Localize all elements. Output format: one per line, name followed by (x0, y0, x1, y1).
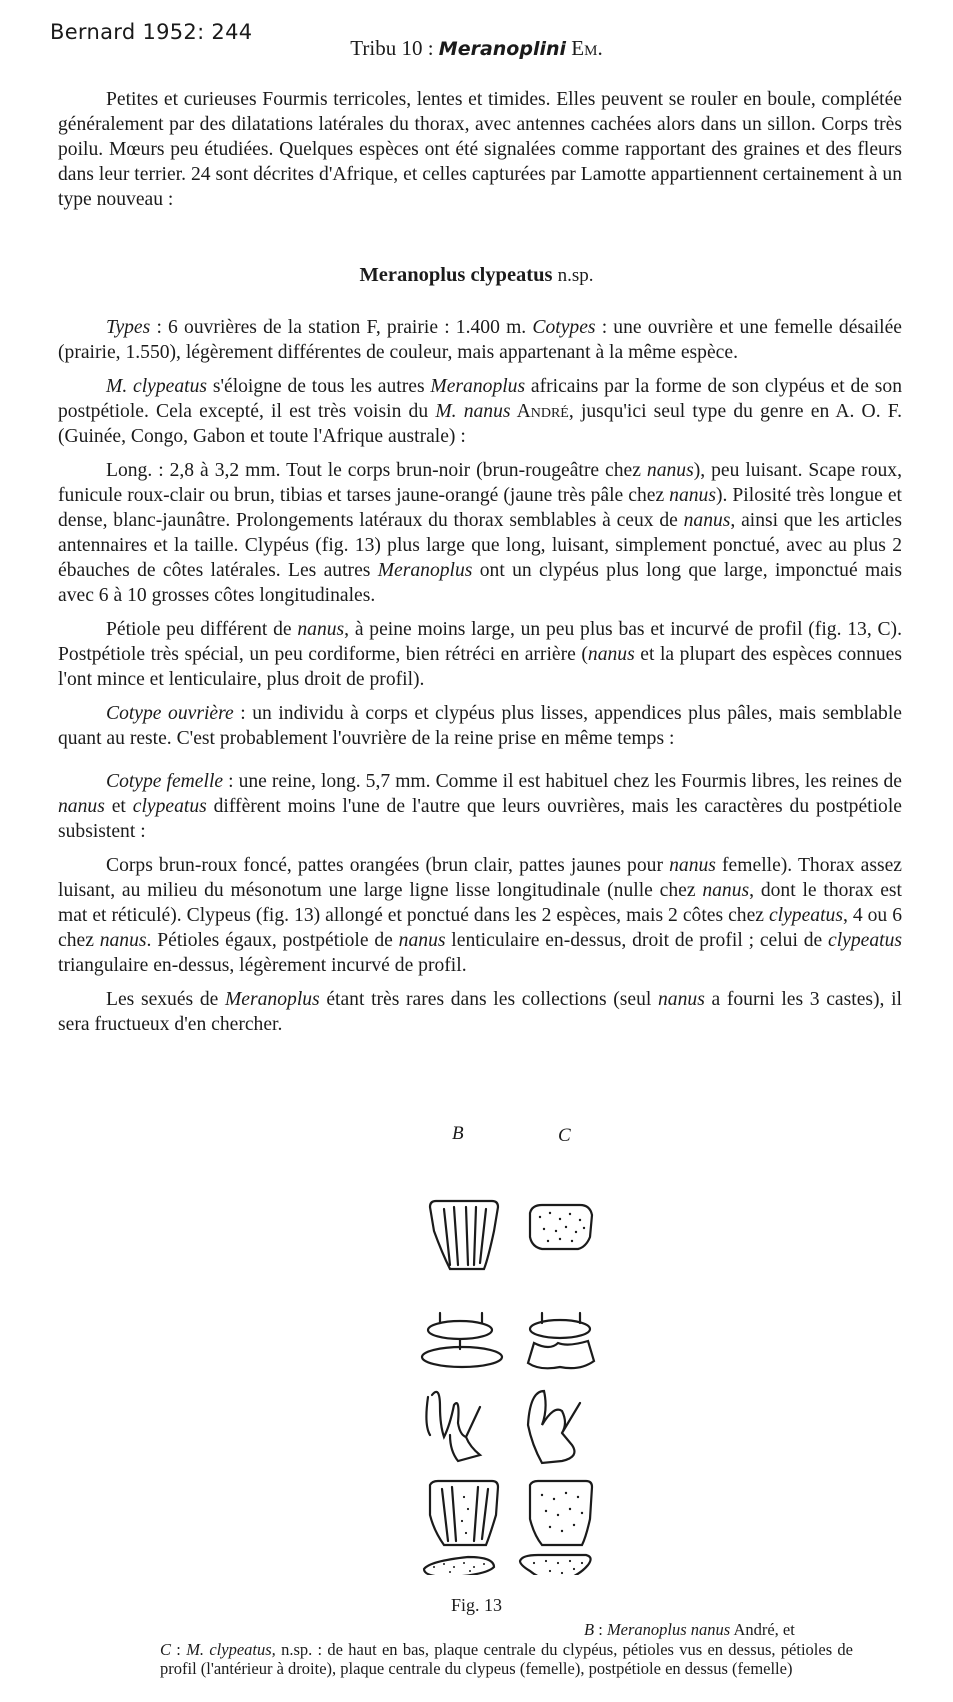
figure-caption: Fig. 13 (450, 1595, 502, 1615)
text-run: triangulaire en-dessus, légèrement incurvé de profil. (58, 955, 467, 976)
text-run: clypeatus (828, 930, 903, 951)
text-run: nanus (587, 644, 635, 665)
female-body-paragraph (58, 853, 902, 978)
c-petioles-above-drawing (528, 1313, 594, 1368)
description-paragraph (58, 458, 902, 608)
species-description (58, 315, 902, 1046)
text-run: B (584, 1620, 595, 1639)
text-run: nanus (669, 485, 716, 506)
tribe-heading (0, 36, 953, 61)
text-run: M. clypeatus, (186, 1640, 276, 1659)
b-petioles-profile-drawing (426, 1392, 480, 1461)
text-run: clypeatus (768, 905, 843, 926)
text-run: Corps brun-roux foncé, pattes orangées (brun clair, pattes jaunes pour (106, 855, 670, 876)
closing-paragraph (58, 987, 902, 1037)
text-run: nanus (297, 619, 345, 640)
figure-legend-c (160, 1640, 853, 1678)
text-run: Les sexués de (106, 989, 225, 1010)
text-run: : une reine, long. 5,7 mm. Comme il est habituel chez les Fourmis libres, les reines de (223, 771, 902, 792)
text-run: M. clypeatus (106, 376, 208, 397)
text-run: Meranoplus (224, 989, 320, 1010)
text-run: Meranoplus (377, 560, 473, 581)
text-run: , ainsi que les articles antennaires et la taille. Clypéus (fig. 13) plus large que long, luisant, simplement ponctué, avec au plus 2 ébauches de côtes latérales. Les autres (58, 510, 902, 581)
text-run: nanus (702, 880, 750, 901)
species-status: n.sp. (557, 265, 594, 286)
diagnosis-paragraph (58, 374, 902, 449)
b-petioles-above-drawing (422, 1313, 502, 1367)
figure-label-b: B (452, 1123, 464, 1144)
tribe-author: Em. (571, 36, 603, 60)
text-run: Types (106, 317, 151, 338)
types-paragraph (58, 315, 902, 365)
text-run: ont un clypéus plus long que large, imponctué mais avec 6 à 10 grosses côtes longitudinales. (58, 560, 902, 606)
text-run: Cotypes (532, 317, 596, 338)
figure-label-c: C (558, 1125, 571, 1146)
text-run: nanus (658, 989, 705, 1010)
text-run: Cotype femelle (106, 771, 224, 792)
text-run: ). Pilosité très longue et dense, blanc-jaunâtre. Prolongements latéraux du thorax semblables à ceux de (58, 485, 902, 531)
text-run: Meranoplus nanus (606, 1620, 731, 1639)
stipple-dots (433, 1212, 585, 1574)
c-clypeus-drawing (530, 1205, 592, 1249)
text-run: Meranoplus (430, 376, 526, 397)
text-run: ), peu luisant. Scape roux, funicule roux-clair ou brun, tibias et tarses jaune-orangé (jaune très pâle chez (58, 460, 902, 506)
text-run: nanus (683, 510, 731, 531)
text-run: Pétiole peu différent de (106, 619, 298, 640)
text-run: a fourni les 3 castes), il sera fructueux d'en chercher. (58, 989, 902, 1035)
intro-paragraph: Petites et curieuses Fourmis terricoles, lentes et timides. Elles peuvent se rouler en boule, complétée généralement par des dilatations latérales du thorax, avec antennes cachées alors dans un sillon. Corps très poilu. Mœurs peu étudiées. Quelques espèces ont été signalées comme rapportant des graines et des fleurs dans leur terrier. 24 sont décrites d'Afrique, et celles capturées par Lamotte appartiennent certainement à un type nouveau : (58, 89, 902, 210)
text-run: n.sp. : de haut en bas, plaque centrale du clypéus, pétioles vus en dessus, pétioles de profil (l'antérieur à droite), plaque centrale du clypeus (femelle), postpétiole en dessus (femelle) (160, 1640, 853, 1678)
text-run: , 4 ou 6 chez (58, 905, 902, 951)
text-run: Cotype ouvrière (106, 703, 234, 724)
text-run: nanus (646, 460, 694, 481)
text-run: , jusqu'ici seul type du genre en A. O. F. (Guinée, Congo, Gabon et toute l'Afrique australe) : (58, 401, 903, 447)
text-run: Long. : 2,8 à 3,2 mm. Tout le corps brun-noir (brun-rougeâtre chez (106, 460, 647, 481)
text-run: C (160, 1640, 172, 1659)
b-postpetiole-drawing (424, 1557, 494, 1575)
text-run: s'éloigne de tous les autres (207, 376, 431, 397)
text-run: nanus (58, 796, 105, 817)
c-postpetiole-drawing (520, 1555, 591, 1575)
text-run: . Pétioles égaux, postpétiole de (146, 930, 399, 951)
text-run: africains par la forme de son clypéus et de son postpétiole. Cela excepté, il est très voisin du (58, 376, 902, 422)
text-run: : un individu à corps et clypéus plus lisses, appendices plus pâles, mais semblable quant au reste. C'est probablement l'ouvrière de la reine prise en même temps : (58, 703, 902, 749)
reference-note: Bernard 1952: 244 (50, 20, 253, 44)
c-petioles-profile-drawing (528, 1391, 580, 1463)
text-run: nanus (669, 855, 716, 876)
petiole-paragraph (58, 617, 902, 692)
text-run: : 6 ouvrières de la station F, prairie : 1.400 m. (150, 317, 533, 338)
text-run: femelle). Thorax assez luisant, au milieu du mésonotum une large ligne lisse longitudinale (nulle chez (58, 855, 902, 901)
text-run: M. nanus (435, 401, 511, 422)
intro-block (58, 87, 902, 221)
text-run: nanus (99, 930, 147, 951)
figure-legend-b (584, 1620, 795, 1640)
text-run: et (104, 796, 133, 817)
b-clypeus-drawing (430, 1201, 498, 1269)
text-run: et la plupart des espèces connues l'ont mince et lenticulaire, plus droit de profil). (58, 644, 902, 690)
tribe-prefix: Tribu 10 : (350, 36, 439, 60)
text-run: : (594, 1620, 607, 1639)
text-run: nanus (398, 930, 446, 951)
text-run: clypeatus (132, 796, 207, 817)
text-run: , à peine moins large, un peu plus bas et incurvé de profil (fig. 13, C). Postpétiole très spécial, un peu cordiforme, bien rétréci en arrière ( (58, 619, 902, 665)
species-name: Meranoplus clypeatus (359, 264, 553, 286)
text-run: lenticulaire en-dessus, droit de profil ; celui de (445, 930, 829, 951)
cotype-worker-paragraph (58, 701, 902, 751)
b-female-clypeus-drawing (430, 1481, 498, 1545)
figure-13 (410, 1123, 640, 1575)
text-run: : (171, 1640, 187, 1659)
species-heading (0, 264, 953, 287)
text-run: : une ouvrière et une femelle désailée (prairie, 1.550), légèrement différentes de couleur, mais appartenant à la même espèce. (58, 317, 903, 363)
text-run: diffèrent moins l'une de l'autre que leurs ouvrières, mais les caractères du postpétiole subsistent : (58, 796, 902, 842)
text-run: André (510, 401, 569, 422)
cotype-female-paragraph (58, 769, 902, 844)
text-run: André, et (730, 1620, 795, 1639)
text-run: étant très rares dans les collections (seul (319, 989, 658, 1010)
tribe-name: Meranoplini (438, 38, 567, 60)
text-run: , dont le thorax est mat et réticulé). Clypeus (fig. 13) allongé et ponctué dans les 2 espèces, mais 2 côtes chez (58, 880, 902, 926)
figure-drawings (410, 1135, 640, 1575)
